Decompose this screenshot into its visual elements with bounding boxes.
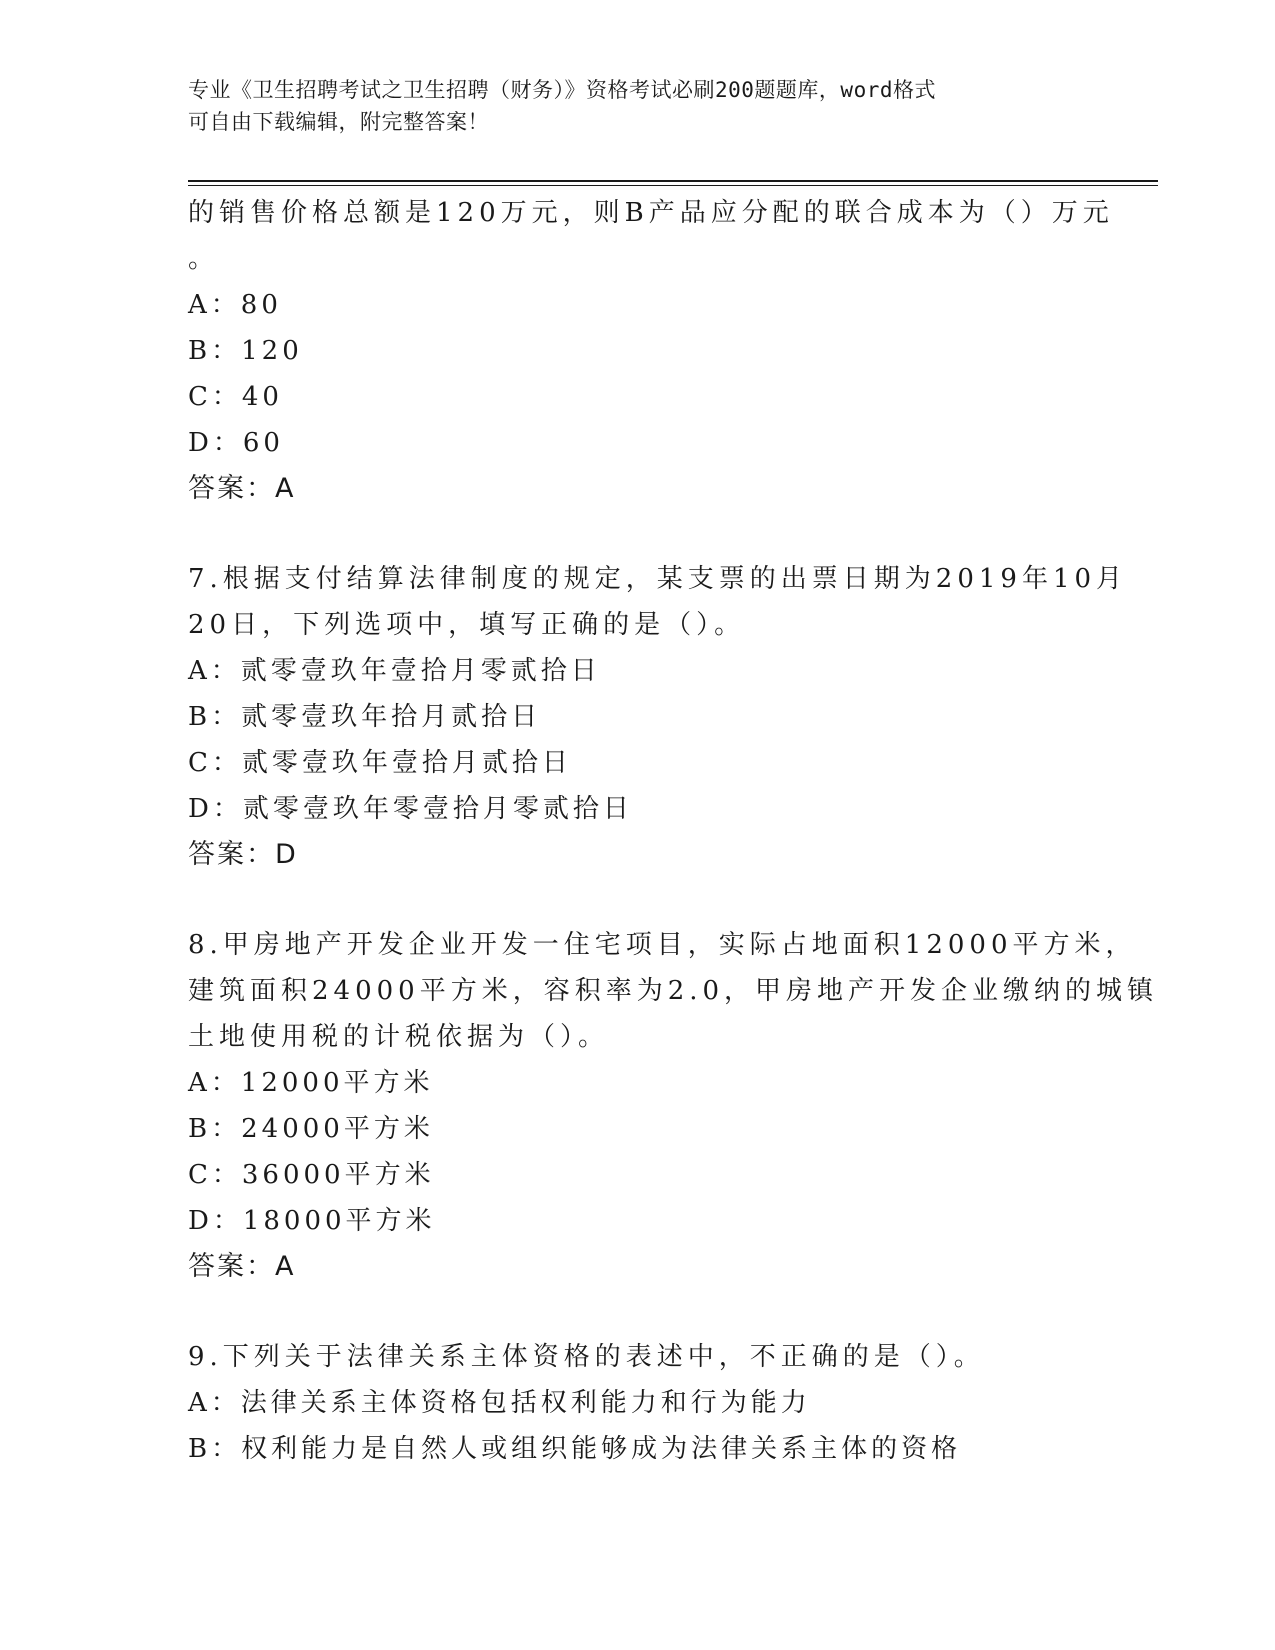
header-divider-thick <box>188 180 1158 182</box>
question-stem-line: 土地使用税的计税依据为（）。 <box>188 1022 610 1052</box>
spacer <box>188 512 1178 556</box>
question-stem-line: 20日，下列选项中，填写正确的是（）。 <box>188 610 746 640</box>
question-6-block <box>188 190 1178 512</box>
question-stem-line: 建筑面积24000平方米，容积率为2.0，甲房地产开发企业缴纳的城镇 <box>188 976 1159 1006</box>
question-stem-line: 9.下列关于法律关系主体资格的表述中，不正确的是（）。 <box>188 1342 985 1372</box>
question-9-block <box>188 1334 1178 1472</box>
question-stem-line: 。 <box>188 244 220 274</box>
option-a: A：贰零壹玖年壹拾月零贰拾日 <box>188 656 601 686</box>
option-a: A：12000平方米 <box>188 1068 434 1098</box>
question-stem-line: 8.甲房地产开发企业开发一住宅项目，实际占地面积12000平方米， <box>188 930 1137 960</box>
option-d: D：60 <box>188 428 284 458</box>
answer-label: 答案：A <box>188 473 296 504</box>
header-line-2: 可自由下载编辑，附完整答案！ <box>188 110 489 134</box>
question-stem-line: 的销售价格总额是120万元，则B产品应分配的联合成本为（）万元 <box>188 198 1114 228</box>
option-b: B：权利能力是自然人或组织能够成为法律关系主体的资格 <box>188 1434 962 1464</box>
option-c: C：40 <box>188 382 283 412</box>
question-7-block <box>188 556 1178 878</box>
spacer <box>188 1290 1178 1334</box>
option-d: D：18000平方米 <box>188 1206 436 1236</box>
spacer <box>188 878 1178 922</box>
option-b: B：120 <box>188 336 303 366</box>
question-stem-line: 7.根据支付结算法律制度的规定，某支票的出票日期为2019年10月 <box>188 564 1128 594</box>
header-line-1: 专业《卫生招聘考试之卫生招聘（财务）》资格考试必刷200题题库，word格式 <box>188 78 936 102</box>
question-8-block <box>188 922 1178 1290</box>
option-b: B：贰零壹玖年拾月贰拾日 <box>188 702 542 732</box>
option-c: C：36000平方米 <box>188 1160 435 1190</box>
question-list <box>188 190 1178 1472</box>
option-a: A：法律关系主体资格包括权利能力和行为能力 <box>188 1388 811 1418</box>
answer-label: 答案：D <box>188 839 298 870</box>
option-c: C：贰零壹玖年壹拾月贰拾日 <box>188 748 572 778</box>
document-header <box>188 74 1088 138</box>
answer-label: 答案：A <box>188 1251 296 1282</box>
header-divider-thin <box>188 185 1158 186</box>
option-b: B：24000平方米 <box>188 1114 434 1144</box>
option-a: A：80 <box>188 290 282 320</box>
option-d: D：贰零壹玖年零壹拾月零贰拾日 <box>188 794 633 824</box>
